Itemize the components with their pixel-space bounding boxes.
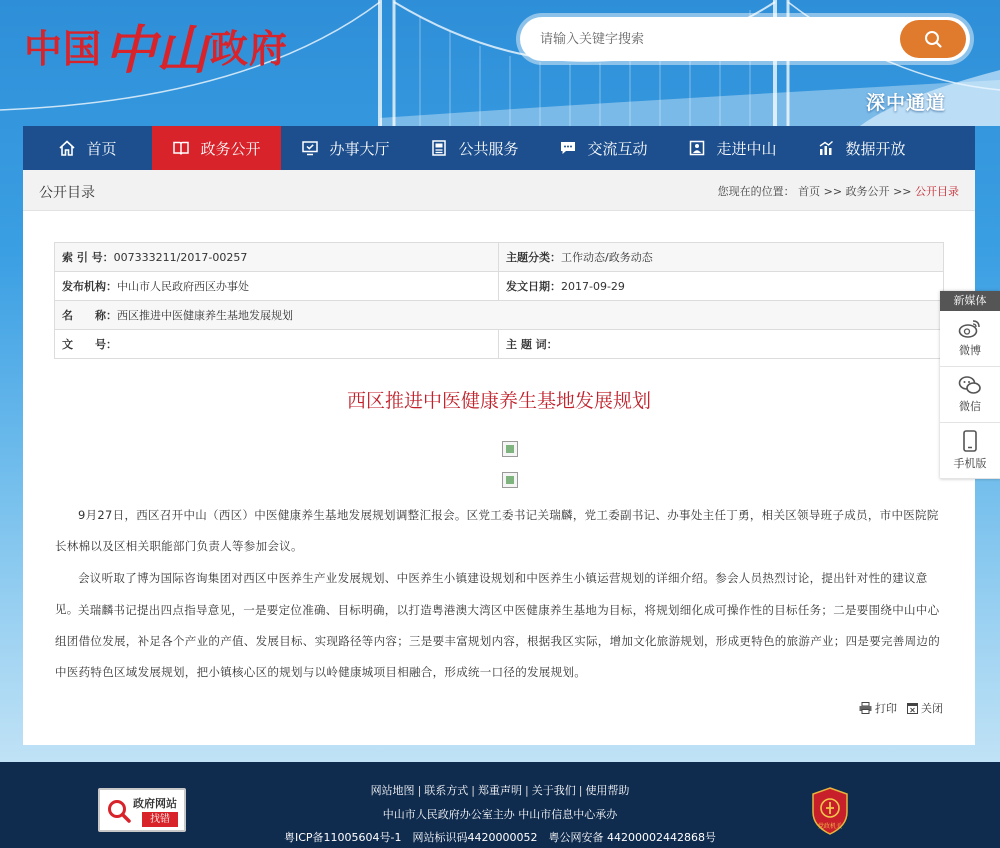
- nav-label: 走进中山: [716, 139, 777, 158]
- mobile-link[interactable]: [940, 423, 1000, 479]
- footer-link-disclaimer[interactable]: 郑重声明: [478, 784, 522, 797]
- document-icon: [430, 139, 448, 157]
- site-header: [0, 0, 1000, 126]
- monitor-check-icon: [301, 139, 319, 157]
- date-label: 发文日期：: [506, 280, 561, 293]
- footer-link-sitemap[interactable]: 网站地图: [370, 784, 415, 797]
- mobile-phone-icon: [962, 430, 978, 452]
- date-value: 2017-09-29: [561, 280, 625, 293]
- article-paragraph: 9月27日，西区召开中山（西区）中医健康养生基地发展规划调整汇报会。区党工委书记关瑞麟，党工委副书记、办事处主任丁勇，相关区领导班子成员，市中医院院长林棉以及区相关职能部门负责人等参加会议。: [55, 508, 939, 553]
- chat-bubble-icon: [559, 139, 577, 157]
- logo-text-zhongshan: 中山: [104, 19, 209, 81]
- main-nav: [23, 126, 975, 170]
- site-logo[interactable]: [24, 14, 289, 81]
- footer-link-contact[interactable]: 联系方式: [424, 784, 469, 797]
- footer-link-about[interactable]: 关于我们: [531, 784, 576, 797]
- name-value: 西区推进中医健康养生基地发展规划: [117, 309, 293, 322]
- close-label: 关闭: [921, 702, 943, 715]
- section-title: 公开目录: [39, 185, 95, 201]
- site-footer: [0, 762, 1000, 848]
- index-label: 索 引 号：: [62, 251, 114, 264]
- name-label: 名 称：: [62, 309, 117, 322]
- breadcrumb: [718, 183, 959, 199]
- weibo-link[interactable]: [940, 311, 1000, 367]
- category-value: 工作动态/政务动态: [561, 251, 653, 264]
- nav-item-interaction[interactable]: [539, 126, 668, 170]
- banner-slogan: 深中通道: [866, 92, 947, 114]
- close-button[interactable]: [907, 700, 943, 716]
- search-box: [520, 17, 970, 61]
- weibo-label: 微博: [959, 344, 981, 357]
- info-cell-docnum: [55, 330, 499, 359]
- badge-action: 找错: [142, 812, 178, 827]
- wechat-label: 微信: [959, 400, 981, 413]
- footer-link-separator: |: [525, 784, 529, 797]
- nav-label: 办事大厅: [329, 139, 390, 158]
- docnum-label: 文 号：: [62, 338, 117, 351]
- nav-item-home[interactable]: [23, 126, 152, 170]
- nav-label: 政务公开: [200, 139, 261, 158]
- index-value: 007333211/2017-00257: [113, 251, 248, 264]
- nav-item-public-service[interactable]: [410, 126, 539, 170]
- nav-item-gov-affairs[interactable]: [152, 126, 281, 170]
- logo-text-right: 政府: [210, 25, 289, 71]
- article-paragraph: 关瑞麟书记提出四点指导意见，一是要定位准确、目标明确，以打造粤港澳大湾区中医健康养生基地为目标，将规划细化成可操作性的目标任务；二是要围绕中山中心组团借位发展，补足各个产业的产值、发展目标、实现路径等内容；三是要丰富规划内容，根据我区实际，增加文化旅游规划，形成更特色的旅游产业；四是要完善周边的中医药特色区域发展规划，把小镇核心区的规划与以岭健康城项目相融合，形成统一口径的发展规划。: [55, 603, 940, 679]
- new-media-float: [940, 291, 1000, 479]
- search-input[interactable]: [540, 28, 890, 50]
- content-panel: [23, 170, 975, 745]
- search-icon: [923, 29, 943, 49]
- section-header: [23, 170, 975, 211]
- home-icon: [58, 139, 76, 157]
- broken-image-icon: [502, 472, 518, 488]
- breadcrumb-prefix: 您现在的位置：: [717, 185, 795, 198]
- wechat-link[interactable]: [940, 367, 1000, 423]
- footer-icp-info: 粤ICP备11005604号-1 网站标识码4420000052 粤公网安备 44200002442868号: [284, 831, 716, 844]
- nav-label: 数据开放: [845, 139, 906, 158]
- table-row: [55, 272, 944, 301]
- wechat-icon: [958, 375, 982, 395]
- gov-badge-text: 党政机关: [817, 823, 843, 830]
- table-row: [55, 330, 944, 359]
- broken-image-icon: [502, 441, 518, 457]
- bar-chart-icon: [817, 139, 835, 157]
- info-cell-date: [499, 272, 944, 301]
- table-row: [55, 243, 944, 272]
- info-cell-keyword: [499, 330, 944, 359]
- info-cell-org: [55, 272, 499, 301]
- book-icon: [172, 139, 190, 157]
- org-value: 中山市人民政府西区办事处: [117, 280, 249, 293]
- mobile-label: 手机版: [953, 457, 987, 470]
- weibo-icon: [958, 319, 982, 339]
- footer-host-info: 中山市人民政府办公室主办 中山市信息中心承办: [382, 808, 618, 821]
- info-cell-name: [55, 301, 944, 330]
- nav-label: 公共服务: [458, 139, 519, 158]
- search-button[interactable]: [900, 20, 966, 58]
- breadcrumb-current[interactable]: 公开目录: [915, 185, 959, 198]
- footer-links: [0, 782, 1000, 798]
- close-window-icon: [907, 703, 918, 714]
- org-label: 发布机构：: [62, 280, 117, 293]
- article-tools: [849, 700, 943, 716]
- new-media-header: 新媒体: [940, 291, 1000, 311]
- footer-link-help[interactable]: 使用帮助: [585, 784, 630, 797]
- party-gov-badge[interactable]: [810, 786, 850, 836]
- party-gov-emblem-icon: [810, 786, 850, 836]
- printer-icon: [859, 702, 872, 714]
- print-label: 打印: [875, 702, 897, 715]
- breadcrumb-section[interactable]: 政务公开: [845, 185, 890, 198]
- info-cell-index: [55, 243, 499, 272]
- badge-title: 政府网站: [133, 797, 177, 810]
- table-row: [55, 301, 944, 330]
- nav-item-service-hall[interactable]: [281, 126, 410, 170]
- document-info-table: [54, 242, 944, 359]
- footer-link-separator: |: [578, 784, 583, 797]
- info-cell-category: [499, 243, 944, 272]
- keyword-label: 主 题 词：: [506, 338, 558, 351]
- print-button[interactable]: [859, 700, 897, 716]
- nav-item-about-zhongshan[interactable]: [668, 126, 797, 170]
- logo-text-left: 中国: [24, 25, 103, 71]
- nav-label: 交流互动: [587, 139, 648, 158]
- nav-item-open-data[interactable]: [797, 126, 926, 170]
- category-label: 主题分类：: [506, 251, 561, 264]
- breadcrumb-separator: >>: [893, 185, 912, 198]
- footer-link-separator: |: [471, 784, 475, 797]
- picture-icon: [688, 139, 706, 157]
- nav-label: 首页: [86, 139, 117, 158]
- article-paragraph: 会议听取了博为国际咨询集团对西区中医养生产业发展规划、中医养生小镇建设规划和中医养生小镇运营规划的详细介绍。参会人员热烈讨论，提出针对性的建议意见。: [55, 571, 928, 616]
- breadcrumb-home[interactable]: 首页: [798, 185, 821, 198]
- breadcrumb-separator: >>: [823, 185, 843, 198]
- footer-link-separator: |: [417, 784, 422, 797]
- article-title: 西区推进中医健康养生基地发展规划: [346, 390, 651, 412]
